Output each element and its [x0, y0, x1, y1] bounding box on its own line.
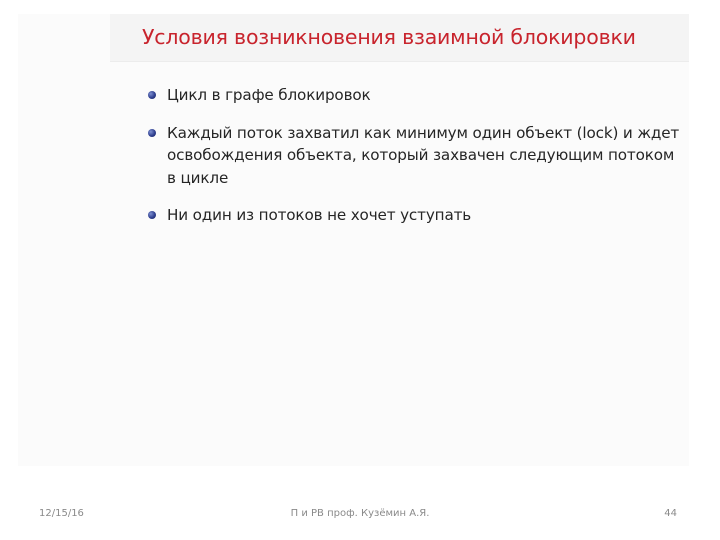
page-number: 44 [664, 508, 677, 519]
bullet-icon [148, 91, 156, 99]
bullet-list [148, 84, 686, 227]
footer [0, 508, 720, 528]
bullet-item [148, 204, 686, 227]
slide [18, 14, 689, 466]
bullet-icon [148, 211, 156, 219]
bullet-icon [148, 129, 156, 137]
bullet-text: Цикл в графе блокировок [167, 86, 371, 104]
title-bar [110, 14, 689, 62]
slide-title: Условия возникновения взаимной блокировки [142, 25, 636, 49]
bullet-text: Каждый поток захватил как минимум один объект (lock) и ждет освобождения объекта, который захвачен следующим потоком в цикле [167, 123, 680, 187]
bullet-item [148, 122, 686, 190]
footer-date: 12/15/16 [39, 508, 84, 519]
bullet-text: Ни один из потоков не хочет уступать [167, 206, 472, 224]
bullet-item [148, 84, 686, 107]
footer-author: П и РВ проф. Кузёмин А.Я. [290, 508, 430, 519]
